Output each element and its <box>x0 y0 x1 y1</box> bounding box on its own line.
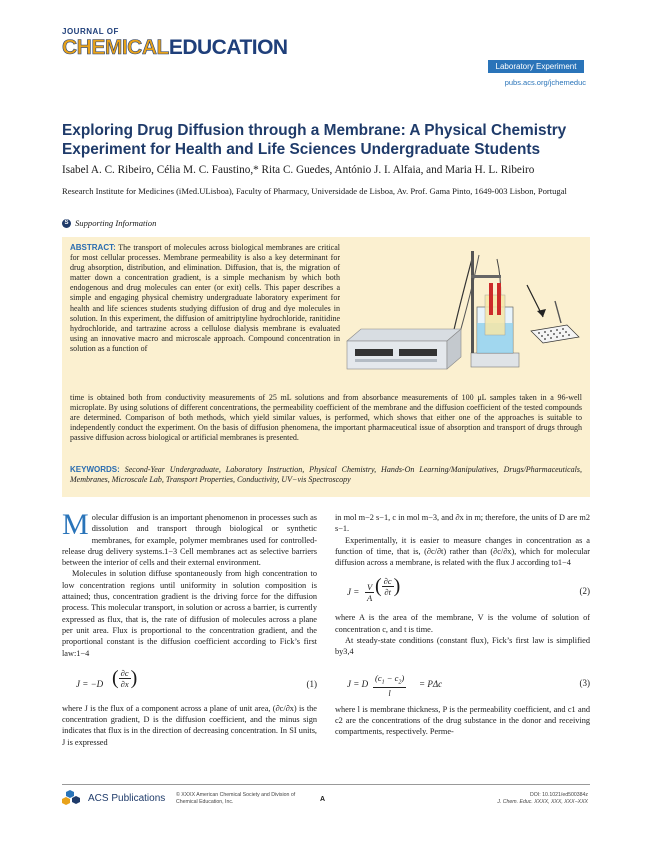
paragraph-1-text: olecular diffusion is an important phenomenon in processes such as dissolution and transport through biological or synthetic membranes, for example, polymer membranes used for controlled-release drug delivery systems.1−3 Cell membranes act as selective barriers between the interior of cells and their external environment. <box>62 513 317 568</box>
doi-info <box>470 792 588 805</box>
acs-publications-label: ACS Publications <box>88 792 166 804</box>
equation-1: J = −D ( $\frac{\partial c}{\partial x}$ ) (1) <box>76 666 317 689</box>
acs-publications-logo[interactable] <box>62 790 165 806</box>
paragraph-intro <box>62 508 317 568</box>
section-badge: Laboratory Experiment <box>488 60 584 73</box>
journal-logo <box>62 27 288 80</box>
copyright-notice: © XXXX American Chemical Society and Division of Chemical Education, Inc. <box>176 792 296 805</box>
equation-3-number: (3) <box>579 677 590 688</box>
equation-1-number: (1) <box>306 678 317 689</box>
page-number: A <box>320 796 326 803</box>
keywords <box>70 465 582 485</box>
abstract-body-1: The transport of molecules across biological membranes are critical for most cellular processes. Membrane permeability is also a key determinant for drug absorption, distribution, and elimination. Diffusion, that is, the migration of matter down a concentration gradient, is a simple mechanism by which both endogenous and drug molecules can enter (or exit) cells. This paper describes a simple and engaging physical chemistry undergraduate laboratory experiment for health and life sciences students studying diffusion of drug and dye molecules in solution. In this experiment, the diffusion of amitriptyline hydrochloride, ranitidine hydrochloride, and tartrazine across a cellulose dialysis membrane is evaluated using an innovative macro and microscale approach. Compound concentration in solution as a function of <box>70 243 341 353</box>
paragraph-r1: in mol m−2 s−1, c in mol m−3, and ∂x in m; therefore, the units of D are m2 s−1. <box>335 513 590 534</box>
drop-cap: M <box>62 508 89 541</box>
author-list: Isabel A. C. Ribeiro, Célia M. C. Faustino,* Rita C. Guedes, António J. I. Alfaia, and Maria H. L. Ribeiro <box>62 164 535 176</box>
journal-logo-main: CHEMICALEDUCATION <box>62 36 288 59</box>
affiliation: Research Institute for Medicines (iMed.ULisboa), Faculty of Pharmacy, Universidade de Lisboa, Av. Prof. Gama Pinto, 1649-003 Lisbon, Portugal <box>62 186 567 196</box>
body-right-column <box>335 512 590 738</box>
toc-graphic <box>345 245 580 389</box>
equation-3: J = D $\frac{(c_1 - c_2)}{l}$ = PΔc (3) <box>347 672 590 699</box>
supporting-info-link[interactable] <box>62 218 156 228</box>
article-title: Exploring Drug Diffusion through a Membrane: A Physical Chemistry Experiment for Health and Life Sciences Undergraduate Students <box>62 122 567 158</box>
footer-divider <box>62 784 590 785</box>
journal-logo-top: JOURNAL OF <box>62 27 119 36</box>
paragraph-3: where J is the flux of a component across a plane of unit area, (∂c/∂x) is the concentration gradient, D is the diffusion coefficient, and the minus sign indicates that flux is in the direction of decreasing concentration. In SI units, J is expressed <box>62 703 317 747</box>
supporting-info-label: Supporting Information <box>75 218 157 228</box>
paragraph-r3: where A is the area of the membrane, V is the volume of solution of concentration c, and t is time. <box>335 613 590 634</box>
equation-2-number: (2) <box>579 586 590 597</box>
paragraph-r4: At steady-state conditions (constant flux), Fick’s first law is simplified by3,4 <box>335 636 590 657</box>
abstract-text-full: time is obtained both from conductivity measurements of 25 mL solutions and from absorbance measurements of 100 μL samples taken in a 96-well microplate. By using solutions of different concentrations, the permeability coefficient of the membrane and the diffusion coefficient of the tested compounds are determined. Comparison of both methods, which yield similar values, is performed, which shows that either one of the approaches is suitable to independently conduct the experiment. On the basis of diffusion phenomena, the important pharmaceutical issue of absorption and transport of drugs through passive diffusion across biological or artificial membranes is presented. <box>70 393 582 443</box>
abstract-label: ABSTRACT: <box>70 243 116 252</box>
paragraph-2: Molecules in solution diffuse spontaneously from high concentration to low concentration regions until uniformity in solution composition is attained; thus, concentration gradient is the driving force for the diffusion process. This molecular transport, in solution or across a barrier, is currently expressed as flux, that is, the rate of diffusion of molecules across a plane per unit area. Flux is proportional to the concentration gradient, and the proportional constant is the diffusion coefficient according to Fick’s first law:1−4 <box>62 569 317 658</box>
keywords-list: Second-Year Undergraduate, Laboratory Instruction, Physical Chemistry, Hands-On Learning/Manipulatives, Drugs/Pharmaceuticals, Membranes, Microscale Lab, Transport Properties, Conductivity, UV−vis Spectroscopy <box>70 465 583 485</box>
paragraph-r2: Experimentally, it is easier to measure changes in concentration as a function of time, that is, (∂c/∂t) rather than (∂c/∂x), which for molecular diffusion across a membrane, is related with the flux J according to1−4 <box>335 535 590 568</box>
supporting-info-icon: S <box>62 219 71 228</box>
equation-2: J = $\frac{V}{A}$ ( $\frac{\partial c}{\partial t}$ ) (2) <box>347 575 590 604</box>
paragraph-r5: where l is membrane thickness, P is the permeability coefficient, and c1 and c2 are the concentrations of the drug substance in the donor and receiving compartments, respectively. Perme- <box>335 704 590 737</box>
doi-link[interactable]: DOI: 10.1021/ed500384z <box>530 792 588 798</box>
keywords-label: KEYWORDS: <box>70 465 120 474</box>
abstract-text-wrapped <box>70 243 340 354</box>
journal-url-link[interactable]: pubs.acs.org/jchemeduc <box>504 78 586 87</box>
acs-hexagon-icon <box>62 790 84 806</box>
body-left-column <box>62 508 317 748</box>
citation: J. Chem. Educ. XXXX, XXX, XXX−XXX <box>497 798 588 805</box>
